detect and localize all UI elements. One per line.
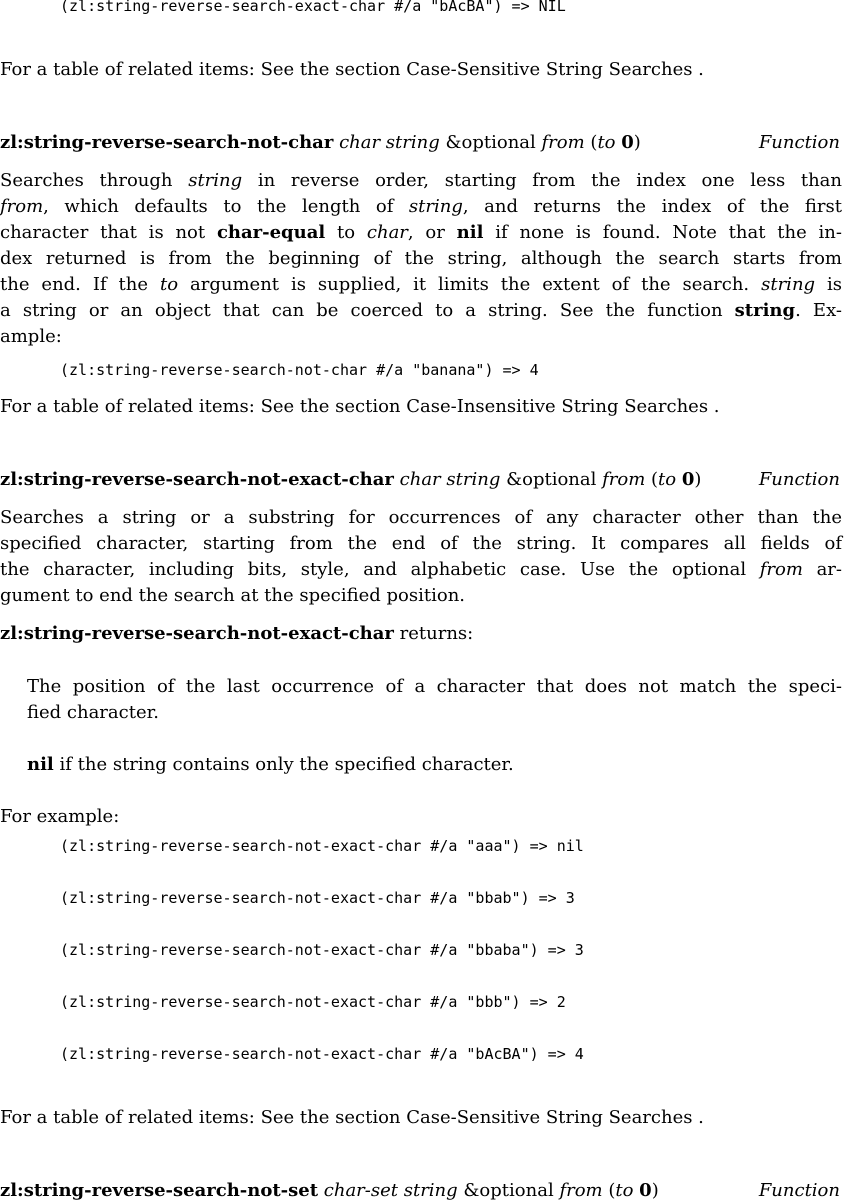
function-name: zl:string-reverse-search-not-exact-char — [0, 469, 394, 490]
return-item: nil if the string contains only the specified character. — [27, 754, 514, 775]
description-line: specified character, starting from the end of the string. It compares all fields of — [0, 533, 842, 554]
function-signature: zl:string-reverse-search-not-exact-char char string &optional from (to 0) Function — [0, 469, 840, 490]
code-example: (zl:string-reverse-search-exact-char #/a "bAcBA") => NIL — [60, 0, 566, 15]
description-line: gument to end the search at the specified position. — [0, 585, 466, 606]
description-line: Searches a string or a substring for occurrences of any character other than the — [0, 507, 842, 528]
description-line: the end. If the to argument is supplied, it limits the extent of the search. string is — [0, 274, 843, 295]
code-example: (zl:string-reverse-search-not-char #/a "banana") => 4 — [60, 361, 539, 379]
function-name: zl:string-reverse-search-not-set — [0, 1180, 319, 1201]
code-example: (zl:string-reverse-search-not-exact-char #/a "bbab") => 3 — [60, 889, 575, 907]
description-line: a string or an object that can be coerced to a string. See the function string. Ex- — [0, 300, 842, 321]
example-label: For example: — [0, 806, 120, 827]
return-item: The position of the last occurrence of a character that does not match the speci- — [27, 676, 842, 697]
code-example: (zl:string-reverse-search-not-exact-char #/a "bbaba") => 3 — [60, 941, 584, 959]
function-kind-label: Function — [758, 1180, 840, 1201]
description-line: character that is not char-equal to char, or nil if none is found. Note that the in- — [0, 222, 842, 243]
description-line: the character, including bits, style, and alphabetic case. Use the optional from ar- — [0, 559, 842, 580]
related-items-note: For a table of related items: See the section Case-Sensitive String Searches . — [0, 1107, 704, 1128]
return-item: fied character. — [27, 702, 159, 723]
code-example: (zl:string-reverse-search-not-exact-char #/a "bbb") => 2 — [60, 993, 566, 1011]
related-items-note: For a table of related items: See the section Case-Sensitive String Searches . — [0, 59, 704, 80]
function-name: zl:string-reverse-search-not-char — [0, 132, 334, 153]
function-signature: zl:string-reverse-search-not-char char string &optional from (to 0) Function — [0, 132, 840, 153]
description-line: ample: — [0, 326, 62, 347]
description-line: Searches through string in reverse order, starting from the index one less than — [0, 170, 842, 191]
description-line: from, which defaults to the length of string, and returns the index of the first — [0, 196, 842, 217]
related-items-note: For a table of related items: See the section Case-Insensitive String Searches . — [0, 396, 720, 417]
function-signature: zl:string-reverse-search-not-set char-set string &optional from (to 0) Function — [0, 1180, 840, 1201]
description-line: dex returned is from the beginning of the string, although the search starts from — [0, 248, 842, 269]
code-example: (zl:string-reverse-search-not-exact-char #/a "bAcBA") => 4 — [60, 1045, 584, 1063]
returns-line: zl:string-reverse-search-not-exact-char returns: — [0, 623, 474, 644]
function-kind-label: Function — [758, 132, 840, 153]
function-kind-label: Function — [758, 469, 840, 490]
code-example: (zl:string-reverse-search-not-exact-char #/a "aaa") => nil — [60, 837, 584, 855]
